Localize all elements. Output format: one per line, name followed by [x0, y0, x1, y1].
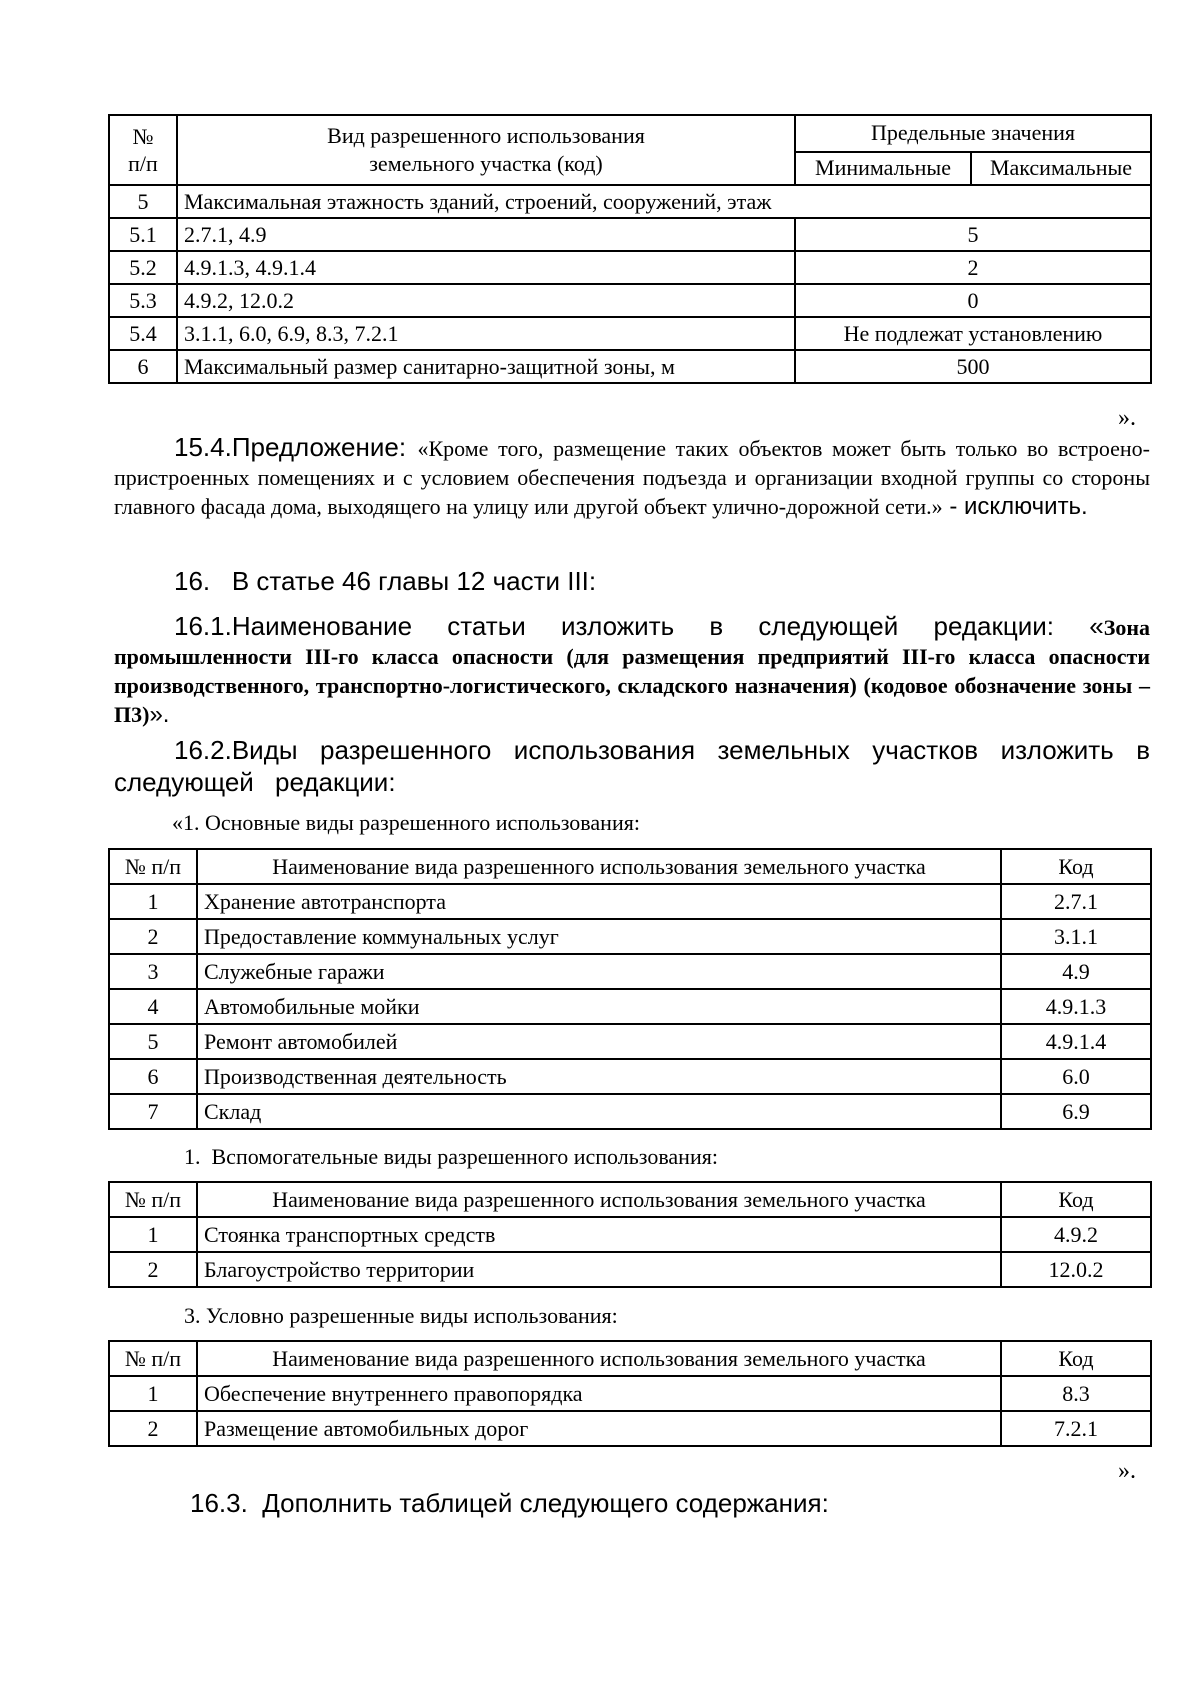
col-name: Наименование вида разрешенного использования земельного участка	[197, 1182, 1001, 1217]
row-value: 2	[795, 251, 1151, 284]
row-num: 2	[109, 1411, 197, 1446]
table-row	[109, 1411, 1151, 1446]
table-row	[109, 284, 1151, 317]
row-num: 1	[109, 1217, 197, 1252]
closing-quote: ».	[1118, 1458, 1136, 1484]
limits-col-min: Минимальные	[795, 152, 971, 185]
paragraph-16-2: 16.2.Виды разрешенного использования земельных участков изложить в следующей редакции:	[114, 735, 1150, 797]
row-name: Хранение автотранспорта	[197, 884, 1001, 919]
limits-col-limits: Предельные значения	[795, 115, 1151, 152]
col-name: Наименование вида разрешенного использования земельного участка	[197, 1341, 1001, 1376]
row-name: Благоустройство территории	[197, 1252, 1001, 1287]
closing-quote: ».	[1118, 405, 1136, 431]
row-value: 0	[795, 284, 1151, 317]
row-name: Обеспечение внутреннего правопорядка	[197, 1376, 1001, 1411]
row-code: 4.9.2	[1001, 1217, 1151, 1252]
row-code: 3.1.1	[1001, 919, 1151, 954]
row-name: Размещение автомобильных дорог	[197, 1411, 1001, 1446]
conditional-uses-table	[108, 1340, 1152, 1447]
row-name: Склад	[197, 1094, 1001, 1129]
row-num: 5.1	[109, 218, 177, 251]
row-num: 7	[109, 1094, 197, 1129]
limits-col-num: № п/п	[109, 115, 177, 185]
row-code: 6.9	[1001, 1094, 1151, 1129]
table-row	[109, 251, 1151, 284]
limits-col-max: Максимальные	[971, 152, 1151, 185]
row-num: 4	[109, 989, 197, 1024]
row-text: 4.9.1.3, 4.9.1.4	[177, 251, 795, 284]
row-num: 1	[109, 884, 197, 919]
paragraph-16-3: 16.3. Дополнить таблицей следующего содержания:	[190, 1488, 829, 1518]
row-code: 2.7.1	[1001, 884, 1151, 919]
row-name: Предоставление коммунальных услуг	[197, 919, 1001, 954]
row-num: 5	[109, 185, 177, 218]
paragraph-16: 16. В статье 46 главы 12 части III:	[174, 566, 597, 596]
col-num: № п/п	[109, 1341, 197, 1376]
col-name: Наименование вида разрешенного использования земельного участка	[197, 849, 1001, 884]
row-code: 12.0.2	[1001, 1252, 1151, 1287]
row-num: 6	[109, 350, 177, 383]
table-row	[109, 185, 1151, 218]
p16-1-tail: ».	[149, 701, 170, 728]
row-num: 2	[109, 1252, 197, 1287]
table-row	[109, 1217, 1151, 1252]
p15-4-tail: - исключить.	[942, 493, 1088, 520]
row-code: 4.9.1.4	[1001, 1024, 1151, 1059]
table-row	[109, 1059, 1151, 1094]
limits-col-kind: Вид разрешенного использования земельного участка (код)	[177, 115, 795, 185]
col-num: № п/п	[109, 849, 197, 884]
row-num: 5.4	[109, 317, 177, 350]
limits-table	[108, 114, 1152, 384]
row-value: 500	[795, 350, 1151, 383]
row-text: 2.7.1, 4.9	[177, 218, 795, 251]
row-value: 5	[795, 218, 1151, 251]
row-text: Максимальная этажность зданий, строений, сооружений, этаж	[177, 185, 1151, 218]
row-num: 5.3	[109, 284, 177, 317]
table-row	[109, 317, 1151, 350]
row-name: Ремонт автомобилей	[197, 1024, 1001, 1059]
table-row	[109, 1024, 1151, 1059]
row-num: 1	[109, 1376, 197, 1411]
paragraph-15-4	[114, 433, 1150, 521]
table-row	[109, 954, 1151, 989]
p16-1-lead: 16.1.Наименование статьи изложить в следующей редакции: «	[174, 611, 1104, 641]
row-num: 5	[109, 1024, 197, 1059]
row-name: Автомобильные мойки	[197, 989, 1001, 1024]
col-num: № п/п	[109, 1182, 197, 1217]
col-code: Код	[1001, 1341, 1151, 1376]
table-row	[109, 218, 1151, 251]
row-code: 4.9.1.3	[1001, 989, 1151, 1024]
label-aux-uses: 1. Вспомогательные виды разрешенного использования:	[184, 1144, 718, 1169]
label-conditional-uses: 3. Условно разрешенные виды использования:	[184, 1303, 618, 1328]
row-value: Не подлежат установлению	[795, 317, 1151, 350]
row-name: Стоянка транспортных средств	[197, 1217, 1001, 1252]
row-code: 8.3	[1001, 1376, 1151, 1411]
row-num: 3	[109, 954, 197, 989]
row-code: 4.9	[1001, 954, 1151, 989]
col-code: Код	[1001, 1182, 1151, 1217]
label-main-uses: «1. Основные виды разрешенного использования:	[172, 810, 640, 835]
p15-4-body: «Кроме того, размещение таких объектов может быть только во встроено-пристроенных помещениях и с условием обеспечения подъезда и организации входной группы со стороны главного фасада дома, выходящего на улицу или другой объект улично-дорожной сети.»	[114, 436, 1150, 519]
table-row	[109, 1376, 1151, 1411]
row-num: 2	[109, 919, 197, 954]
table-row	[109, 919, 1151, 954]
row-text: 4.9.2, 12.0.2	[177, 284, 795, 317]
table-row	[109, 350, 1151, 383]
paragraph-16-1	[114, 612, 1150, 729]
aux-uses-table	[108, 1181, 1152, 1288]
table-row	[109, 1252, 1151, 1287]
p15-4-lead: 15.4.Предложение:	[174, 432, 418, 462]
row-name: Служебные гаражи	[197, 954, 1001, 989]
table-row	[109, 884, 1151, 919]
col-code: Код	[1001, 849, 1151, 884]
main-uses-table	[108, 848, 1152, 1130]
row-code: 6.0	[1001, 1059, 1151, 1094]
row-text: 3.1.1, 6.0, 6.9, 8.3, 7.2.1	[177, 317, 795, 350]
row-name: Производственная деятельность	[197, 1059, 1001, 1094]
row-num: 5.2	[109, 251, 177, 284]
table-row	[109, 989, 1151, 1024]
table-row	[109, 1094, 1151, 1129]
row-num: 6	[109, 1059, 197, 1094]
p16-1-bold: Зона промышленности III-го класса опасности (для размещения предприятий III-го класса опасности производственного, транспортно-логистического, складского назначения) (кодовое обозначение зоны – П3)	[114, 615, 1150, 727]
row-text: Максимальный размер санитарно-защитной зоны, м	[177, 350, 795, 383]
row-code: 7.2.1	[1001, 1411, 1151, 1446]
